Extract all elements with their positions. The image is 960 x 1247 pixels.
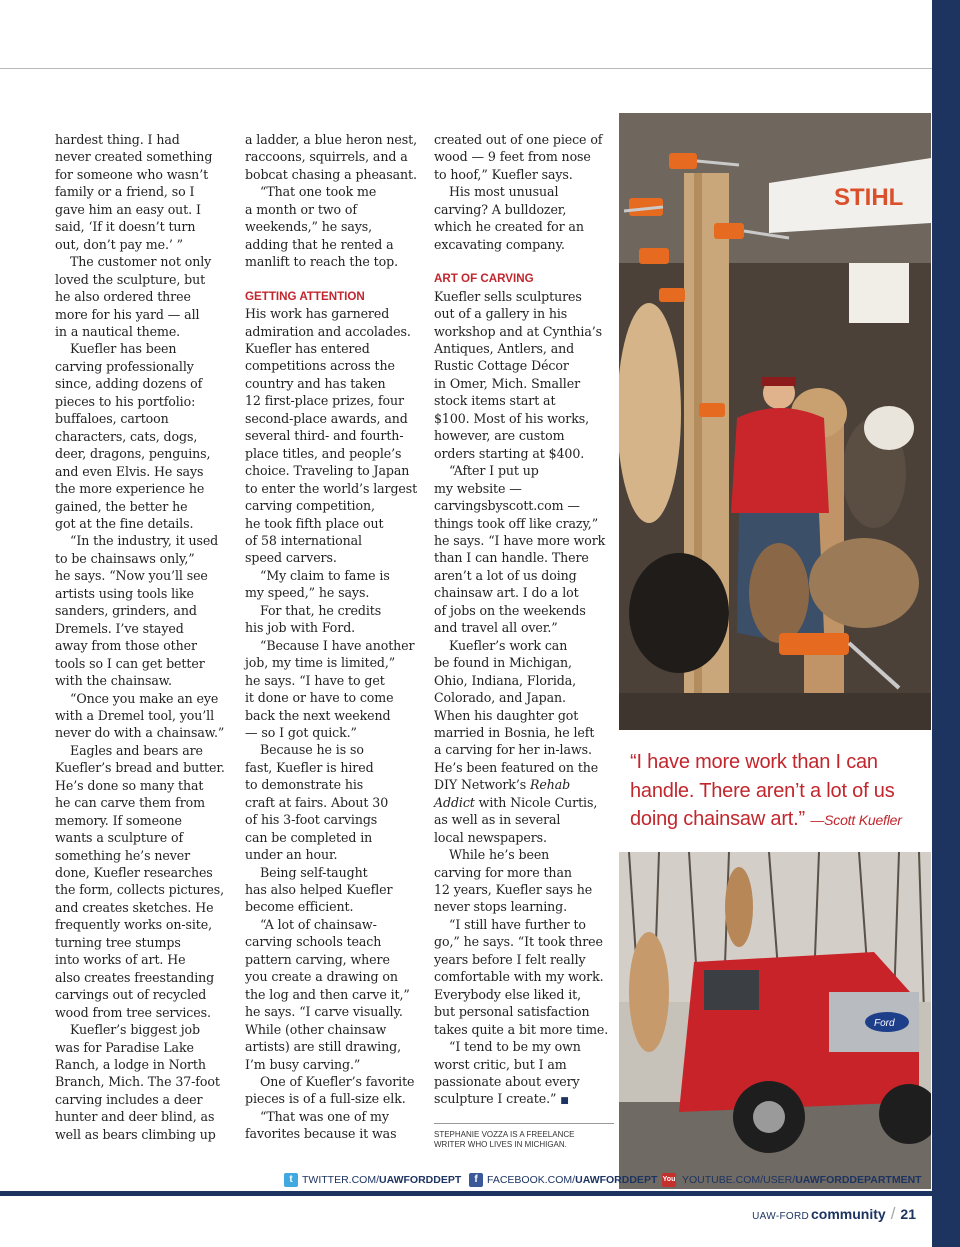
paragraph: “Once you make an eye with a Dremel tool, you’ll never do with a chainsaw.” bbox=[55, 690, 225, 741]
youtube-text bbox=[682, 1174, 922, 1186]
section-heading-getting-attention: GETTING ATTENTION bbox=[245, 289, 365, 303]
workshop-illustration bbox=[619, 113, 931, 730]
paragraph-text: “I tend to be my own worst critic, but I am passionate about every sculpture I create.” bbox=[434, 1039, 581, 1107]
twitter-handle: UAWFORDDEPT bbox=[379, 1174, 462, 1186]
paragraph: The customer not only loved the sculpture, but he also ordered three more for his yard — all in a nautical theme. bbox=[55, 254, 212, 339]
page-edge-bar bbox=[932, 0, 960, 1247]
paragraph: For that, he credits his job with Ford. bbox=[245, 602, 382, 636]
truck-badge: Ford bbox=[874, 1018, 895, 1029]
paragraph: “A lot of chainsaw- carving schools teach pattern carving, where you create a drawing on the log and then carve it,” he says. “I carve visually. While (other chainsaw artists) are still drawing, I’m busy carving.” bbox=[245, 916, 410, 1072]
paragraph: One of Kuefler’s favorite pieces is of a full-size elk. bbox=[245, 1074, 415, 1107]
paragraph: “That was one of my favorites because it was bbox=[245, 1108, 397, 1142]
top-rule bbox=[0, 68, 932, 69]
twitter-text bbox=[302, 1174, 461, 1186]
pull-quote-attribution: —Scott Kuefler bbox=[810, 812, 902, 828]
paragraph: “My claim to fame is my speed,” he says. bbox=[245, 567, 390, 601]
paragraph: a ladder, a blue heron nest, raccoons, squirrels, and a bobcat chasing a pheasant. bbox=[245, 132, 418, 182]
facebook-handle: UAWFORDDEPT bbox=[575, 1174, 658, 1186]
youtube-handle: UAWFORDDEPARTMENT bbox=[795, 1174, 922, 1186]
pull-quote-text: “I have more work than I can handle. There aren’t a lot of us doing chainsaw art.” bbox=[630, 751, 895, 830]
youtube-link[interactable] bbox=[662, 1173, 922, 1187]
article-column-2 bbox=[245, 131, 425, 1143]
pull-quote bbox=[630, 748, 930, 835]
section-heading-art-of-carving: ART OF CARVING bbox=[434, 272, 534, 286]
paragraph: “I still have further to go,” he says. “It took three years before I felt really comfortable with my work. Everybody else liked it, but personal satisfaction takes quite a bit more time. bbox=[434, 916, 609, 1037]
paragraph: His most unusual carving? A bulldozer, which he created for an excavating company. bbox=[434, 184, 584, 252]
paragraph-text: Kuefler’s work can be found in Michigan, Ohio, Indiana, Florida, Colorado, and Japan. When his daughter got married in Bosnia, he left a carving for her in-laws. He’s been featured on the DIY Network’s bbox=[434, 637, 599, 793]
paragraph: His work has garnered admiration and accolades. Kuefler has entered competitions across the country and has taken 12 first-place prizes, four second-place awards, and several third- and fourth- place titles, and people’s choice. Traveling to Japan to enter the world’s largest carving competition, he took fifth place out of 58 international speed carvers. bbox=[245, 306, 418, 566]
twitter-icon: t bbox=[284, 1173, 298, 1187]
paragraph-text: with Nicole Curtis, as well as in several local newspapers. bbox=[434, 794, 598, 845]
end-mark: ■ bbox=[560, 1096, 569, 1107]
paragraph: Eagles and bears are Kuefler’s bread and butter. He’s done so many that he can carve them from memory. If someone wants a sculpture of something he’s never done, Kuefler researches the form, collects pictures, and creates sketches. He frequently works on-site, turning tree stumps into works of art. He also creates freestanding carvings out of recycled wood from tree services. bbox=[55, 742, 225, 1020]
section-name: community bbox=[811, 1206, 886, 1222]
page-number: 21 bbox=[900, 1206, 916, 1222]
paragraph: “After I put up my website — carvingsbyscott.com — things took off like crazy,” he says. “I have more work than I can handle. There aren’t a lot of us doing chainsaw art. I do a lot of jobs on the weekends and travel all over.” bbox=[434, 463, 606, 636]
twitter-link[interactable] bbox=[284, 1173, 461, 1187]
footer-rule bbox=[0, 1191, 932, 1196]
paragraph: Because he is so fast, Kuefler is hired to demonstrate his craft at fairs. About 30 of his 3-foot carvings can be completed in under an hour. bbox=[245, 742, 389, 863]
facebook-prefix: FACEBOOK.COM/ bbox=[487, 1174, 576, 1186]
photo-truck-carvings bbox=[619, 852, 931, 1189]
show-title: Rehab Addict bbox=[434, 777, 571, 810]
youtube-icon: You bbox=[662, 1173, 676, 1187]
paragraph: “That one took me a month or two of weekends,” he says, adding that he rented a manlift to reach the top. bbox=[245, 184, 398, 270]
photo-carver-workshop bbox=[619, 113, 931, 730]
facebook-text bbox=[487, 1174, 657, 1186]
paragraph bbox=[434, 1038, 614, 1111]
paragraph: While he’s been carving for more than 12 years, Kuefler says he never stops learning. bbox=[434, 847, 593, 915]
author-byline: STEPHANIE VOZZA IS A FREELANCE WRITER WHO LIVES IN MICHIGAN. bbox=[434, 1123, 614, 1150]
youtube-prefix: YOUTUBE.COM/USER/ bbox=[682, 1174, 796, 1186]
sign-text: STIHL bbox=[834, 184, 904, 211]
publication-name: UAW-FORD bbox=[752, 1211, 809, 1222]
facebook-link[interactable] bbox=[469, 1173, 657, 1187]
truck-illustration bbox=[619, 852, 931, 1189]
facebook-icon: f bbox=[469, 1173, 483, 1187]
paragraph: Kuefler has been carving professionally since, adding dozens of pieces to his portfolio: buffaloes, cartoon characters, cats, dogs, deer, dragons, penguins, and even Elvis. He says the more experience he gained, the better he got at the fine details. bbox=[55, 341, 211, 531]
paragraph: Being self-taught has also helped Kuefler become efficient. bbox=[245, 864, 393, 915]
article-column-3 bbox=[434, 131, 614, 1111]
paragraph bbox=[434, 637, 614, 846]
page-folio bbox=[752, 1204, 916, 1224]
paragraph: Kuefler’s biggest job was for Paradise Lake Ranch, a lodge in North Branch, Mich. The 37-foot carving includes a deer hunter and deer blind, as well as bears climbing up bbox=[55, 1022, 220, 1142]
article-column-1 bbox=[55, 131, 235, 1143]
folio-divider: / bbox=[890, 1204, 896, 1223]
paragraph: hardest thing. I had never created something for someone who wasn’t family or a friend, so I gave him an easy out. I said, ‘If it doesn’t turn out, don’t pay me.’ ” bbox=[55, 132, 213, 252]
twitter-prefix: TWITTER.COM/ bbox=[302, 1174, 379, 1186]
paragraph: created out of one piece of wood — 9 feet from nose to hoof,” Kuefler says. bbox=[434, 132, 603, 182]
paragraph: Kuefler sells sculptures out of a gallery in his workshop and at Cynthia’s Antiques, Antlers, and Rustic Cottage Décor in Omer, Mich. Smaller stock items start at $100. Most of his works, however, are custom orders starting at $400. bbox=[434, 288, 603, 461]
paragraph: “In the industry, it used to be chainsaws only,” he says. “Now you’ll see artists using tools like sanders, grinders, and Dremels. I’ve stayed away from those other tools so I can get better with the chainsaw. bbox=[55, 533, 219, 689]
paragraph: “Because I have another job, my time is limited,” he says. “I have to get it done or have to come back the next weekend — so I got quick.” bbox=[245, 637, 415, 740]
